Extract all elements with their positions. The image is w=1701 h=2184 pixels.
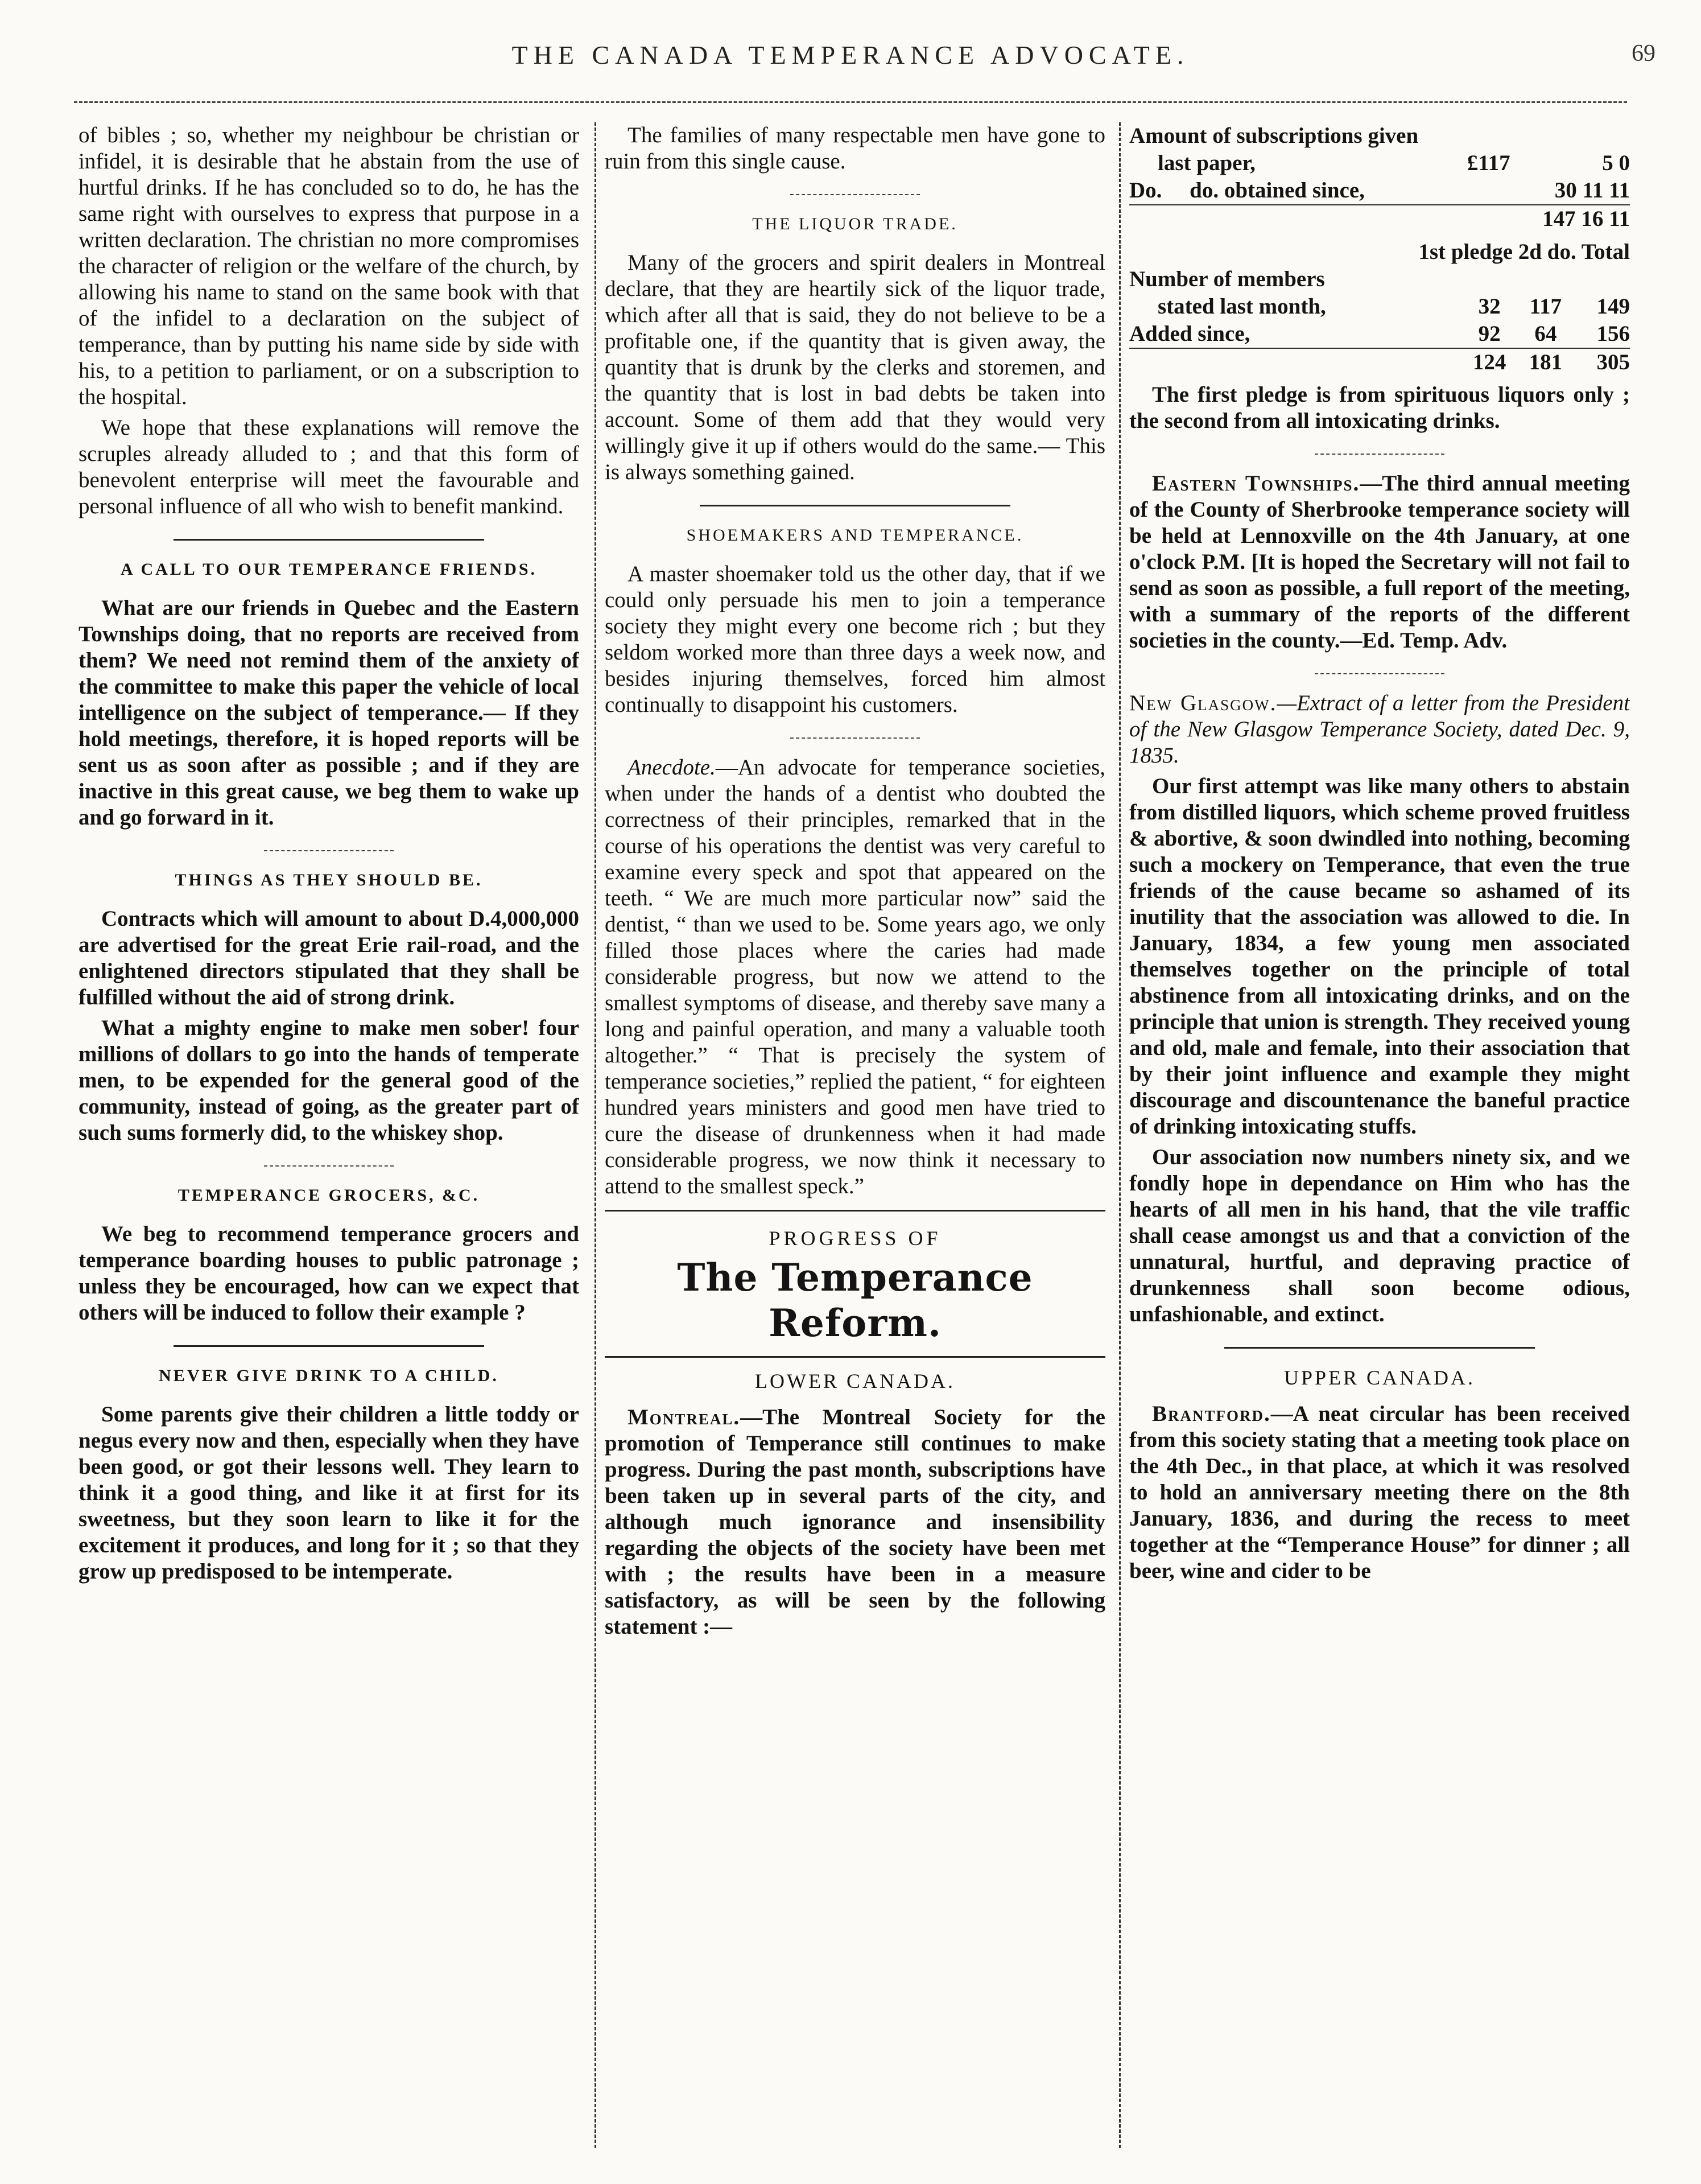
anecdote-text: —An advocate for temperance societies, when under the hands of a dentist who doubted the correctness of their principles, remarked that in the course of his operations the dentist was very careful to examine every speck and spot that appeared on the teeth. “ We are much more particular now” said the dentist, “ than we used to be. Some years ago, we only filled those places where the caries had made considerable progress, but now we attend to the smallest symptoms of disease, and thereby save many a long and painful operation, and many a valuable tooth altogether.” “ That is precisely the system of temperance societies,” replied the patient, “ for eighteen hundred years ministers and good men have tried to cure the disease of drunkenness when it had made considerable progress, we now think it necessary to attend to the smallest speck.” (605, 755, 1105, 1198)
column-divider (594, 122, 596, 2148)
place-label: Brantford. (1152, 1402, 1271, 1426)
brantford-text: —A neat circular has been received from this society stating that a meeting took place on the 4th Dec., in that place, at which it was resolved to hold an anniversary meeting there on the 8th January, 1836, and during the recess to meet together at the “Temperance House” for dinner ; all beer, wine and cider to be (1129, 1402, 1630, 1583)
table-cell: 92 (1478, 322, 1501, 346)
column-middle (605, 122, 1105, 2148)
place-label: Eastern Townships. (1152, 471, 1360, 496)
section-heading: THE LIQUOR TRADE. (752, 215, 958, 233)
table-total: 305 (1574, 348, 1630, 376)
table-total: 124 (1461, 348, 1518, 376)
region-heading: UPPER CANADA. (1283, 1366, 1476, 1389)
table-label: Amount of subscriptions given (1129, 123, 1419, 148)
table-cell: 32 (1478, 294, 1501, 319)
section-rule (264, 850, 394, 851)
column-divider (1119, 122, 1121, 2148)
montreal-text: —The Montreal Society for the promotion of Temperance still continues to make progress. During the past month, subscriptions have been taken up in several parts of the city, and although much ignorance and insensibility regarding the objects of the society have been met with ; the results have been in a measure satisfactory, as will be seen by the following statement :— (605, 1405, 1105, 1639)
section-rule (700, 505, 1010, 506)
article-paragraph: Our association now numbers ninety six, and we fondly hope in dependance on Him who has the hearts of all men in his hand, that the vile traffic shall cease amongst us and that a conviction of the unnatural, hurtful, and depraving practice of drunkenness shall soon become odious, unfashionable, and extinct. (1129, 1145, 1630, 1326)
article-paragraph: A master shoemaker told us the other day, that if we could only persuade his men to join a temperance society they might every one become rich ; but they seldom worked more than three days a week now, and besides injuring themselves, forced him almost continually to disappoint his customers. (605, 562, 1105, 717)
article-paragraph: The families of many respectable men have gone to ruin from this single cause. (605, 123, 1105, 174)
table-cell: 64 (1534, 322, 1557, 346)
section-heading: NEVER GIVE DRINK TO A CHILD. (159, 1366, 499, 1385)
article-paragraph: Many of the grocers and spirit dealers in Montreal declare, that they are heartily sick of the liquor trade, which after all that is said, they do not believe to be a profitable one, if the quantity that is given away, the quantity that is drunk by the clerks and storemen, and the quantity that is lost in bad debts be taken into account. Some of them add that they would very willingly give it up if others would do the same.— This is always something gained. (605, 250, 1105, 484)
place-label: New Glasgow. (1129, 691, 1277, 715)
reform-title: The Temperance Reform. (677, 1255, 1033, 1345)
table-cell: 156 (1596, 322, 1630, 346)
section-rule (174, 1345, 484, 1347)
article-paragraph: of bibles ; so, whether my neighbour be christian or infidel, it is desirable that he abstain from the use of hurtful drinks. If he has concluded so to do, he has the same right with ourselves to express that purpose in a written declaration. The christian no more compromises the character of religion or the welfare of the church, by allowing his name to stand on the same book with that of the infidel to a declaration on the subject of temperance, than by putting his name side by side with his, to a petition to parliament, or on a subscription to the hospital. (79, 123, 579, 409)
members-table (1129, 238, 1630, 376)
article-paragraph: What are our friends in Quebec and the Eastern Townships doing, that no reports are received from them? We need not remind them of the anxiety of the committee to make this paper the vehicle of local intelligence on the subject of temperance.— If they hold meetings, therefore, it is hoped reports will be sent us as soon after as possible ; and if they are inactive in this great cause, we beg them to wake up and go forward in it. (79, 596, 579, 830)
section-rule (1315, 454, 1445, 455)
article-paragraph: Contracts which will amount to about D.4,000,000 are advertised for the great Erie rail-road, and the enlightened directors stipulated that they shall be fulfilled without the aid of strong drink. (79, 906, 579, 1009)
header-rule (74, 101, 1627, 103)
section-rule (264, 1165, 394, 1167)
section-heading: SHOEMAKERS AND TEMPERANCE. (686, 526, 1024, 545)
table-label: last paper, (1158, 151, 1256, 175)
article-paragraph: What a mighty engine to make men sober! four millions of dollars to go into the hands of temperate men, to be expended for the general good of the community, instead of going, as the greater part of such sums formerly did, to the whiskey shop. (79, 1016, 579, 1145)
section-rule (790, 194, 920, 195)
masthead-title: THE CANADA TEMPERANCE ADVOCATE. (511, 40, 1190, 69)
section-rule (790, 737, 920, 739)
ditto-label: Do. (1129, 178, 1162, 203)
article-paragraph: We hope that these explanations will remove the scruples already alluded to ; and that this form of benevolent enterprise will meet the favourable and personal influence of all who wish to benefit mankind. (79, 415, 579, 518)
anecdote-paragraph (605, 755, 1105, 1200)
page-number: 69 (1632, 40, 1655, 67)
table-cell: 30 11 11 (1554, 178, 1630, 203)
table-label: Number of members (1129, 267, 1325, 291)
subscriptions-table (1129, 122, 1630, 233)
article-paragraph (1129, 471, 1630, 654)
column-right (1129, 122, 1630, 2148)
article-paragraph: Our first attempt was like many others to abstain from distilled liquors, which scheme proved fruitless & abortive, & soon dwindled into nothing, becoming such a mockery on Temperance, that even the true friends of the cause became so ashamed of its inutility that the association was allowed to die. In January, 1834, a few young men associated themselves together on the principle of total abstinence from all intoxicating drinks, and on the principle that union is strength. They received young and old, male and female, into their association that by their joint influence and example they might discourage and discountenance the baneful practice of drinking intoxicating stuffs. (1129, 774, 1630, 1139)
column-left (79, 122, 579, 2148)
glasgow-subtitle: —Extract of a letter from the President of the New Glasgow Temperance Society, dated Dec. 9, 1835. (1129, 691, 1630, 768)
article-paragraph (605, 1404, 1105, 1640)
anecdote-label: Anecdote. (627, 755, 716, 780)
table-header: 1st pledge 2d do. Total (1418, 240, 1630, 264)
section-heading: THINGS AS THEY SHOULD BE. (175, 871, 483, 889)
table-cell: 117 (1529, 294, 1562, 319)
table-cell: £117 (1467, 151, 1510, 175)
table-cell: 5 0 (1602, 151, 1630, 175)
article-paragraph: Some parents give their children a little toddy or negus every now and then, especially when they have been good, or got their lessons well. They learn to think it a good thing, and like it at first for its sweetness, but they soon learn to like it for the excitement it produces, and long for it ; so that they grow up predisposed to be intemperate. (79, 1402, 579, 1584)
table-label: Added since, (1129, 322, 1250, 346)
table-cell: 149 (1596, 294, 1630, 319)
section-rule (605, 1356, 1105, 1358)
table-total: 147 16 11 (1510, 205, 1630, 233)
section-rule (1315, 673, 1445, 674)
table-label: stated last month, (1158, 294, 1326, 319)
place-label: Montreal. (627, 1405, 741, 1429)
table-label (1129, 177, 1451, 205)
article-paragraph (1129, 690, 1630, 769)
section-heading: TEMPERANCE GROCERS, &C. (177, 1186, 480, 1205)
section-rule (605, 1210, 1105, 1211)
ditto-text: do. obtained since, (1190, 178, 1365, 203)
article-paragraph (1129, 1401, 1630, 1584)
section-rule (174, 539, 484, 541)
article-paragraph: We beg to recommend temperance grocers and temperance boarding houses to public patronage ; unless they be encouraged, how can we expect that others will be induced to follow their example ? (79, 1222, 579, 1325)
progress-heading: PROGRESS OF (769, 1227, 942, 1250)
section-rule (1224, 1347, 1535, 1349)
region-heading: LOWER CANADA. (755, 1370, 955, 1392)
article-paragraph: The first pledge is from spirituous liquors only ; the second from all intoxicating drinks. (1129, 382, 1630, 433)
section-heading: A CALL TO OUR TEMPERANCE FRIENDS. (120, 560, 538, 579)
eastern-text: —The third annual meeting of the County of Sherbrooke temperance society will be held at Lennoxville on the 4th January, at one o'clock P.M. [It is hoped the Secretary will not fail to send as soon as possible, a full report of the meeting, with a summary of the reports of the different societies in the county.—Ed. Temp. Adv. (1129, 471, 1630, 653)
table-total: 181 (1517, 348, 1574, 376)
